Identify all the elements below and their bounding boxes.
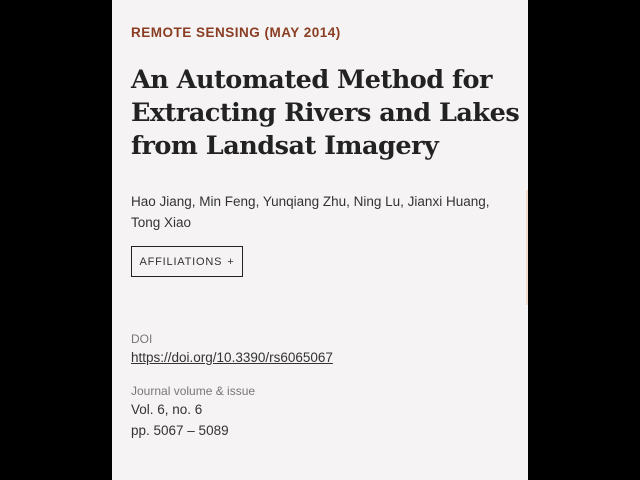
author-list: Hao Jiang, Min Feng, Yunqiang Zhu, Ning Lu, Jianxi Huang, Tong Xiao [131, 194, 490, 230]
plus-icon: + [227, 255, 235, 268]
doi-link[interactable]: https://doi.org/10.3390/rs6065067 [131, 350, 333, 365]
page-range: pp. 5067 – 5089 [131, 423, 229, 438]
article-title: An Automated Method for Extracting Rivers and Lakes from Landsat Imagery [131, 65, 520, 161]
volume-issue-value: Vol. 6, no. 6 [131, 402, 203, 417]
accent-divider [526, 190, 528, 305]
affiliations-button[interactable] [131, 246, 243, 277]
doi-label: DOI [131, 332, 153, 346]
article-card [112, 0, 528, 480]
affiliations-button-label: AFFILIATIONS [139, 255, 223, 268]
journal-label: REMOTE SENSING (MAY 2014) [131, 25, 341, 40]
volume-issue-label: Journal volume & issue [131, 384, 256, 398]
